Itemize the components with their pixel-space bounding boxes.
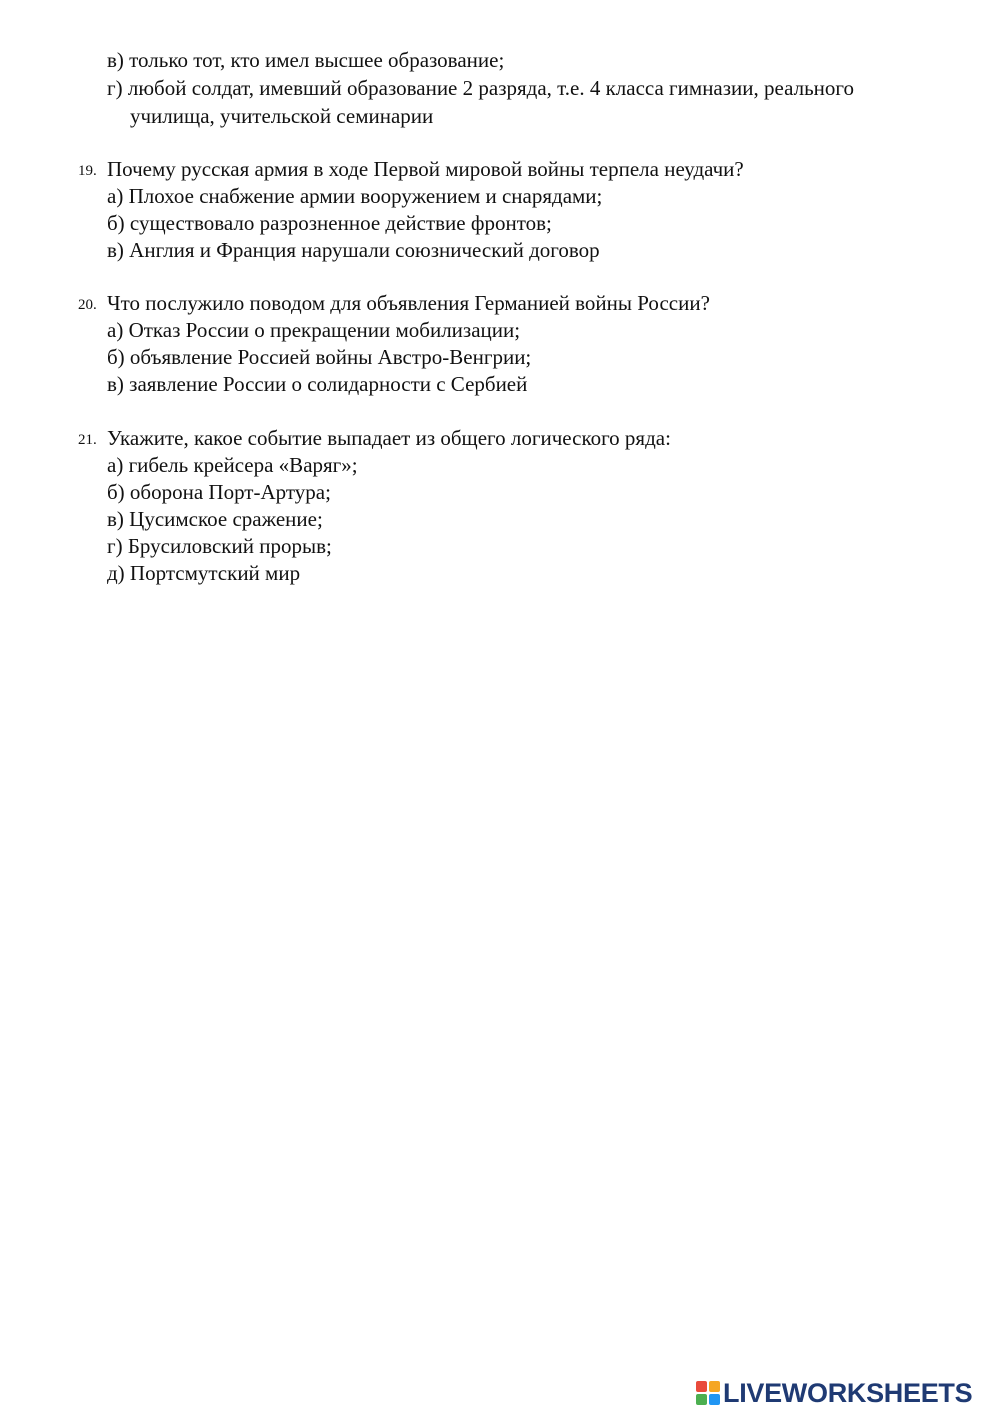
- logo-grid-icon: [696, 1381, 720, 1405]
- q21-option-v: в) Цусимское сражение;: [107, 507, 323, 531]
- q19-option-b: б) существовало разрозненное действие фронтов;: [107, 211, 552, 235]
- q18-option-g-line2: училища, учительской семинарии: [130, 104, 434, 128]
- q21-text: Укажите, какое событие выпадает из общего логического ряда:: [107, 426, 671, 450]
- q21-option-a: а) гибель крейсера «Варяг»;: [107, 453, 358, 477]
- liveworksheets-logo: [696, 1378, 972, 1408]
- q18-option-g-line1: г) любой солдат, имевший образование 2 разряда, т.е. 4 класса гимназии, реального: [107, 76, 854, 100]
- q20-option-b: б) объявление Россией войны Австро-Венгрии;: [107, 345, 532, 369]
- q19-option-v: в) Англия и Франция нарушали союзнический договор: [107, 238, 600, 262]
- q20-option-v: в) заявление России о солидарности с Сербией: [107, 372, 528, 396]
- q19-option-a: а) Плохое снабжение армии вооружением и снарядами;: [107, 184, 603, 208]
- q21-option-d: д) Портсмутский мир: [107, 561, 301, 585]
- q20-option-a: а) Отказ России о прекращении мобилизации;: [107, 318, 521, 342]
- q21-option-b: б) оборона Порт-Артура;: [107, 480, 331, 504]
- logo-text: LIVEWORKSHEETS: [723, 1378, 973, 1408]
- q20-text: Что послужило поводом для объявления Германией войны России?: [107, 291, 710, 315]
- q21-number: 21.: [78, 432, 97, 448]
- q20-number: 20.: [78, 297, 97, 313]
- q18-option-v: в) только тот, кто имел высшее образование;: [107, 48, 505, 72]
- q19-number: 19.: [78, 163, 97, 179]
- q19-text: Почему русская армия в ходе Первой мировой войны терпела неудачи?: [107, 157, 744, 181]
- q21-option-g: г) Брусиловский прорыв;: [107, 534, 332, 558]
